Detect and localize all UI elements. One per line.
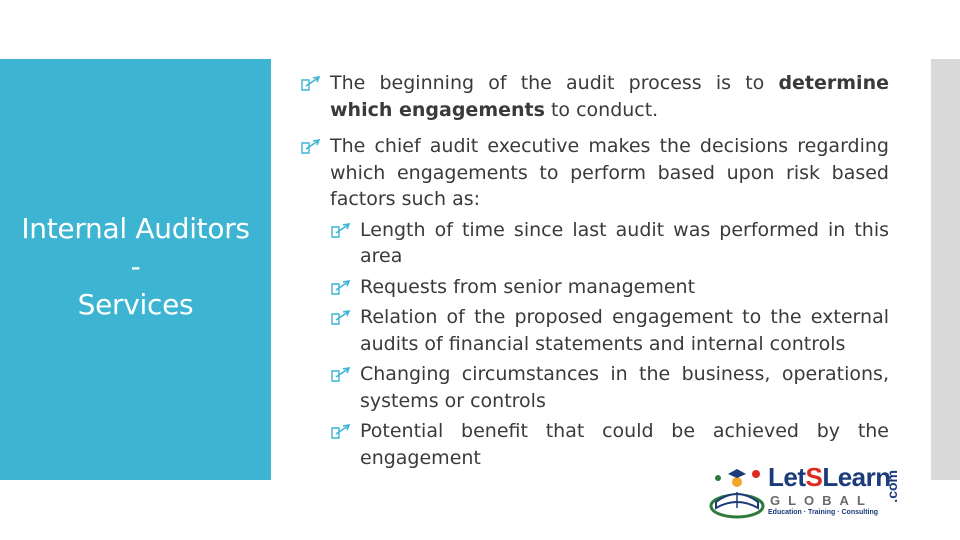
arrow-bullet-icon: [330, 310, 352, 326]
bullet-text-post: to conduct.: [544, 98, 659, 121]
sub-bullet-item: [326, 361, 889, 414]
logo-domain: .com: [884, 470, 900, 503]
logo-global: GLOBAL: [770, 493, 873, 508]
logo-tagline: Education · Training · Consulting: [768, 509, 879, 516]
bullet-text: The chief audit executive makes the decisions regarding which engagements to perform based upon risk based factors such as:: [330, 135, 889, 210]
slide-title-line-1: Internal Auditors: [21, 212, 250, 245]
sub-bullet-item: [326, 274, 889, 301]
letslearn-logo-icon: [708, 466, 766, 520]
bullet-item: [296, 70, 889, 123]
slide-title-line-3: Services: [77, 288, 194, 321]
logo-brand: LetSLearn: [768, 462, 891, 492]
sub-bullet-text: Requests from senior management: [360, 275, 696, 298]
letslearn-logo: [708, 462, 908, 522]
sub-bullet-text: Potential benefit that could be achieved by the engagement: [360, 420, 889, 469]
arrow-bullet-icon: [330, 424, 352, 440]
arrow-bullet-icon: [300, 76, 322, 92]
sub-bullet-text: Relation of the proposed engagement to the external audits of financial statements and internal controls: [360, 306, 889, 355]
slide-title: [0, 210, 271, 324]
sub-bullet-item: [326, 217, 889, 270]
sub-bullet-item: [326, 304, 889, 357]
bullet-item: [296, 133, 889, 213]
arrow-bullet-icon: [300, 139, 322, 155]
slide-title-line-2: -: [130, 250, 141, 283]
bullet-text-pre: The beginning of the audit process is to: [330, 72, 779, 94]
right-accent-bar: [931, 59, 960, 480]
sub-bullet-text: Length of time since last audit was performed in this area: [360, 218, 889, 267]
bullet-text-bold: determine which engagements: [330, 72, 889, 121]
slide-content: [296, 70, 889, 471]
arrow-bullet-icon: [330, 223, 352, 239]
arrow-bullet-icon: [330, 367, 352, 383]
sub-bullet-text: Changing circumstances in the business, operations, systems or controls: [360, 363, 889, 412]
arrow-bullet-icon: [330, 280, 352, 296]
